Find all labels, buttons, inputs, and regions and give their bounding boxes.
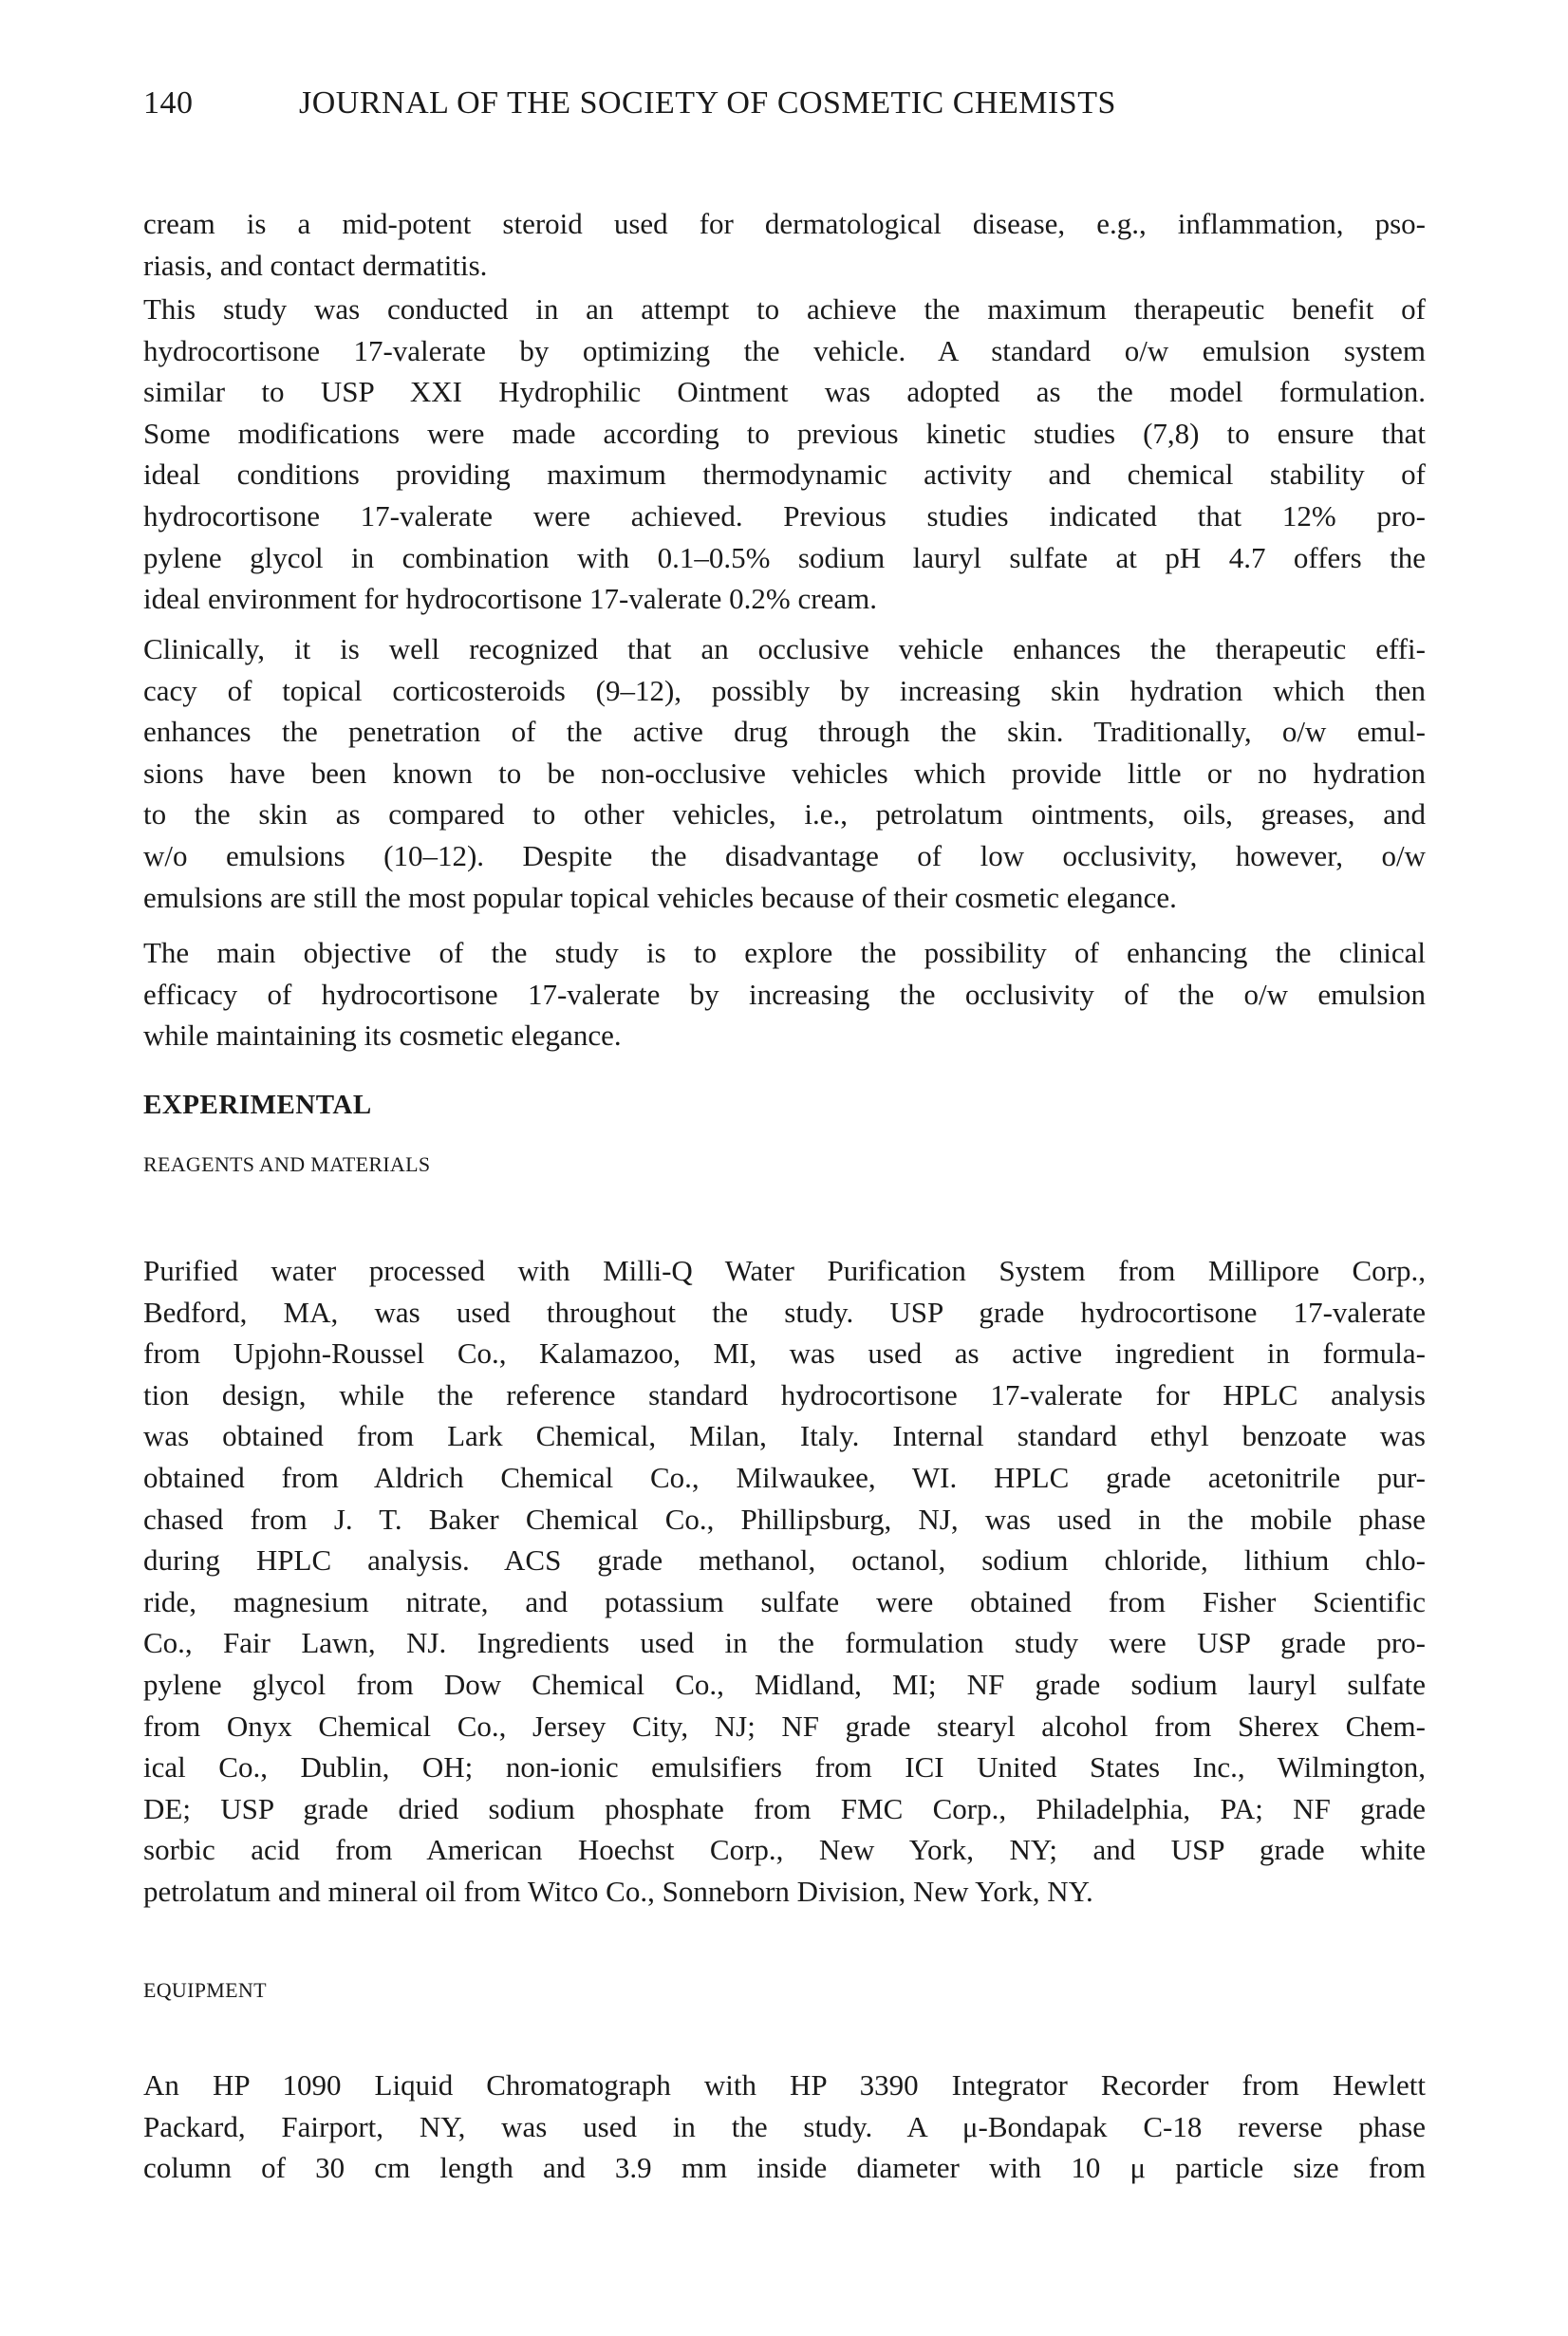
text-line: efficacy of hydrocortisone 17-valerate by increasing the occlusivity of the o/w emulsion — [143, 977, 1426, 1011]
text-line: hydrocortisone 17-valerate were achieved. Previous studies indicated that 12% pro- — [143, 498, 1426, 533]
subsection-heading-equipment: EQUIPMENT — [143, 1978, 267, 2002]
text-line: column of 30 cm length and 3.9 mm inside diameter with 10 μ particle size from — [143, 2151, 1426, 2185]
text-line: Clinically, it is well recognized that an occlusive vehicle enhances the therapeutic effi- — [143, 632, 1426, 665]
text-line: chased from J. T. Baker Chemical Co., Phillipsburg, NJ, was used in the mobile phase — [143, 1502, 1426, 1536]
text-line: tion design, while the reference standard hydrocortisone 17-valerate for HPLC analysis — [143, 1377, 1426, 1411]
text-line: from Onyx Chemical Co., Jersey City, NJ; NF grade stearyl alcohol from Sherex Chem- — [143, 1709, 1426, 1743]
paragraph — [143, 932, 1426, 1056]
text-line: hydrocortisone 17-valerate by optimizing the vehicle. A standard o/w emulsion system — [143, 333, 1426, 367]
text-line: ride, magnesium nitrate, and potassium sulfate were obtained from Fisher Scientific — [143, 1584, 1426, 1618]
text-line: sorbic acid from American Hoechst Corp., New York, NY; and USP grade white — [143, 1833, 1426, 1867]
text-line: emulsions are still the most popular topical vehicles because of their cosmetic elegance. — [143, 880, 1177, 914]
text-line: pylene glycol in combination with 0.1–0.5% sodium lauryl sulfate at pH 4.7 offers the — [143, 540, 1426, 574]
subsection-heading-reagents: REAGENTS AND MATERIALS — [143, 1152, 431, 1176]
text-line: Packard, Fairport, NY, was used in the study. A μ-Bondapak C-18 reverse phase — [143, 2109, 1426, 2143]
section-heading-experimental: EXPERIMENTAL — [143, 1090, 372, 1120]
page-number: 140 — [143, 85, 194, 121]
text-line: Bedford, MA, was used throughout the study. USP grade hydrocortisone 17-valerate — [143, 1295, 1426, 1329]
text-line: during HPLC analysis. ACS grade methanol, octanol, sodium chloride, lithium chlo- — [143, 1543, 1426, 1578]
text-line: This study was conducted in an attempt to achieve the maximum therapeutic benefit of — [143, 292, 1426, 326]
text-line: from Upjohn-Roussel Co., Kalamazoo, MI, was used as active ingredient in formula- — [143, 1336, 1426, 1371]
text-line: enhances the penetration of the active drug through the skin. Traditionally, o/w emul- — [143, 715, 1426, 749]
text-line: cacy of topical corticosteroids (9–12), possibly by increasing skin hydration which then — [143, 673, 1426, 707]
running-header: JOURNAL OF THE SOCIETY OF COSMETIC CHEMISTS — [299, 85, 1116, 121]
text-line: cream is a mid-potent steroid used for dermatological disease, e.g., inflammation, pso- — [143, 207, 1426, 240]
text-line: Some modifications were made according to previous kinetic studies (7,8) to ensure that — [143, 416, 1426, 450]
paragraph — [143, 289, 1426, 620]
text-line: was obtained from Lark Chemical, Milan, Italy. Internal standard ethyl benzoate was — [143, 1419, 1426, 1453]
text-line: Co., Fair Lawn, NJ. Ingredients used in the formulation study were USP grade pro- — [143, 1626, 1426, 1660]
text-line: riasis, and contact dermatitis. — [143, 248, 488, 282]
paragraph — [143, 628, 1426, 918]
text-line: to the skin as compared to other vehicles, i.e., petrolatum ointments, oils, greases, and — [143, 797, 1426, 832]
text-line: pylene glycol from Dow Chemical Co., Midland, MI; NF grade sodium lauryl sulfate — [143, 1667, 1426, 1701]
text-line: An HP 1090 Liquid Chromatograph with HP 3390 Integrator Recorder from Hewlett — [143, 2068, 1426, 2102]
text-line: while maintaining its cosmetic elegance. — [143, 1018, 622, 1053]
text-line: DE; USP grade dried sodium phosphate from FMC Corp., Philadelphia, PA; NF grade — [143, 1791, 1426, 1825]
text-line: petrolatum and mineral oil from Witco Co., Sonneborn Division, New York, NY. — [143, 1874, 1093, 1908]
paragraph — [143, 1250, 1426, 1913]
text-line: Purified water processed with Milli-Q Water Purification System from Millipore Corp., — [143, 1254, 1426, 1287]
text-line: The main objective of the study is to explore the possibility of enhancing the clinical — [143, 936, 1426, 969]
text-line: ical Co., Dublin, OH; non-ionic emulsifiers from ICI United States Inc., Wilmington, — [143, 1750, 1426, 1785]
paragraph — [143, 2065, 1426, 2189]
text-line: ideal conditions providing maximum thermodynamic activity and chemical stability of — [143, 458, 1426, 492]
text-line: w/o emulsions (10–12). Despite the disadvantage of low occlusivity, however, o/w — [143, 838, 1426, 872]
paragraph — [143, 203, 1426, 286]
text-line: similar to USP XXI Hydrophilic Ointment was adopted as the model formulation. — [143, 375, 1426, 409]
text-line: obtained from Aldrich Chemical Co., Milwaukee, WI. HPLC grade acetonitrile pur- — [143, 1460, 1426, 1494]
text-line: ideal environment for hydrocortisone 17-valerate 0.2% cream. — [143, 582, 877, 616]
text-line: sions have been known to be non-occlusive vehicles which provide little or no hydration — [143, 756, 1426, 790]
